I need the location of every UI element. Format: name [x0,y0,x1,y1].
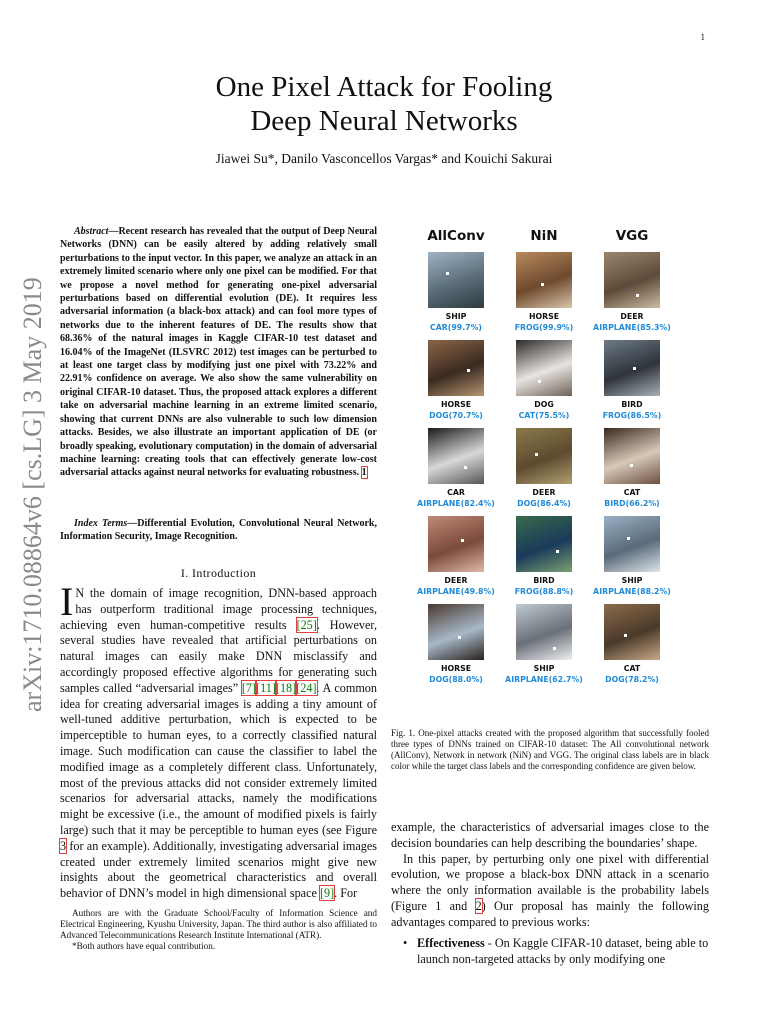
intro-text: . However, several studies have revealed that artificial perturbations on natural images can easily make DNN misclassify and accordingly proposed effective algorithms for generating such samples called “adversarial images” [60,617,377,695]
adversarial-image [428,252,484,308]
column-header-nin: NiN [530,228,558,244]
perturbed-pixel [553,647,556,650]
page-number: 1 [700,32,705,42]
original-class-label: CAT [623,488,641,497]
paragraph [391,852,709,931]
target-class-label: FROG(86.5%) [602,411,662,420]
adversarial-image [516,516,572,572]
perturbed-pixel [464,466,467,469]
original-class-label: BIRD [533,576,555,585]
index-terms-text: —Differential Evolution, Convolutional Neural Network, Information Security, Image Recognition. [60,518,377,543]
perturbed-pixel [633,367,636,370]
adversarial-image [428,428,484,484]
target-class-label: FROG(88.8%) [514,587,574,596]
original-class-label: HORSE [440,664,472,673]
adversarial-image [604,604,660,660]
original-class-label: CAR [447,488,465,497]
target-class-label: AIRPLANE(62.7%) [505,675,583,684]
original-class-label: SHIP [533,664,555,673]
author-list: Jiawei Su*, Danilo Vasconcellos Vargas* and Kouichi Sakurai [215,151,553,166]
paragraph: example, the characteristics of adversarial images close to the decision boundaries can help describing the boundaries’ shape. [391,820,709,850]
target-class-label: DOG(88.0%) [429,675,483,684]
adversarial-image [428,604,484,660]
original-class-label: DEER [620,312,644,321]
original-class-label: HORSE [440,400,472,409]
original-class-label: HORSE [528,312,560,321]
perturbed-pixel [624,634,627,637]
figure-1 [410,222,690,702]
target-class-label: CAR(99.7%) [430,323,482,332]
citation-link[interactable]: [24] [296,680,317,695]
dropcap: I [60,579,74,624]
intro-text: . A common idea for creating adversarial images is adding a tiny amount of well-tuned additive perturbation, which is expected to be imperceptible to human eyes, to a correctly classified natural image. Such modification can cause the classifier to label the modified image as a completely different class. Unfortunately, most of the previous attacks did not consider extremely limited scenarios for adversarial attacks, namely the modifications might be excessive (i.e., the amount of modified pixels is fairly large) such that it may be perceptible to human eyes (see Figure [60,680,377,837]
target-class-label: AIRPLANE(85.3%) [593,323,671,332]
adversarial-image [604,516,660,572]
abstract [60,225,377,480]
adversarial-image [428,340,484,396]
intro-paragraph [60,579,377,902]
section-heading: I. Introduction [180,566,257,580]
original-class-label: CAT [623,664,641,673]
adversarial-image [516,252,572,308]
target-class-label: BIRD(66.2%) [604,499,660,508]
original-class-label: DEER [444,576,468,585]
target-class-label: CAT(75.5%) [518,411,570,420]
abstract-text: —Recent research has revealed that the output of Deep Neural Networks (DNN) can be easily altered by adding relatively small perturbations to the input vector. In this paper, we analyze an attack in an extremely limited scenario where only one pixel can be modified. For that we propose a novel method for generating one-pixel adversarial perturbations based on differential evolution (DE). It requires less adversarial information (a black-box attack) and can fool more types of networks due to the inherent features of DE. The results show that 68.36% of the natural images in Kaggle CIFAR-10 test dataset and 16.04% of the ImageNet (ILSVRC 2012) test images can be perturbed to at least one target class by modifying just one pixel with 73.22% and 22.91% confidence on average. We also show the same vulnerability on original CIFAR-10 dataset. Thus, the proposed attack explores a different take on adversarial machine learning in an extreme limited scenario, showing that current DNNs are also vulnerable to such low dimension attacks. Besides, we also illustrate an important application of DE (or broadly speaking, evolutionary computation) in the domain of adversarial machine learning: creating tools that can effectively generate low-cost adversarial attacks against neural networks for evaluating robustness. [60,226,377,479]
original-class-label: DEER [532,488,556,497]
target-class-label: AIRPLANE(88.2%) [593,587,671,596]
original-class-label: BIRD [621,400,643,409]
column-header-allconv: AllConv [427,228,485,244]
target-class-label: DOG(86.4%) [517,499,571,508]
footnote-ref-link[interactable]: 1 [361,467,367,479]
adversarial-image [516,604,572,660]
figure-ref-link[interactable]: 2 [475,898,482,913]
original-class-label: SHIP [445,312,467,321]
adversarial-image [604,252,660,308]
paragraph-text: ) Our proposal has mainly the following advantages compared to previous works: [391,898,709,929]
perturbed-pixel [461,539,464,542]
abstract-label: Abstract [74,226,109,237]
adversarial-image [428,516,484,572]
perturbed-pixel [446,272,449,275]
citation-link[interactable]: [9] [319,886,335,901]
perturbed-pixel [541,283,544,286]
intro-text: N the domain of image recognition, DNN-based approach has outperform traditional image processing techniques, achieving even human-competitive results [60,586,377,632]
perturbed-pixel [556,550,559,553]
citation-link[interactable]: [7] [241,680,257,695]
original-class-label: DOG [534,400,554,409]
citation-link[interactable]: [11] [256,680,276,695]
bullet-dot: • [403,936,408,950]
perturbed-pixel [538,380,541,383]
right-column-text [391,820,709,931]
adversarial-image [604,428,660,484]
perturbed-pixel [458,636,461,639]
perturbed-pixel [467,369,470,372]
footnote-affiliation: Authors are with the Graduate School/Faculty of Information Science and Electrical Engineering, Kyushu University, Japan. The third author is also affiliated to Advanced Telecommunications Research Institute International (ATR). [60,908,377,940]
footnote-contribution: *Both authors have equal contribution. [72,941,216,951]
target-class-label: DOG(70.7%) [429,411,483,420]
figure-caption: Fig. 1. One-pixel attacks created with the proposed algorithm that successfully fooled three types of DNNs trained on CIFAR-10 dataset: The All convolutional network (AllConv), Network in network (NiN) and VGG. The original class labels are in black color while the target class labels and the corresponding confidence are given below. [391,728,709,771]
index-terms [60,517,377,544]
perturbed-pixel [636,294,639,297]
perturbed-pixel [627,537,630,540]
citation-link[interactable]: [25] [296,617,317,632]
arxiv-stamp: arXiv:1710.08864v6 [cs.LG] 3 May 2019 [18,277,47,712]
adversarial-image [604,340,660,396]
footnotes [60,908,377,952]
column-header-vgg: VGG [615,228,649,244]
target-class-label: DOG(78.2%) [605,675,659,684]
paragraph-text: In this paper, by perturbing only one pixel with differential evolution, we propose a black-box DNN attack in a scenario where the only information available is the probability labels (Figure 1 and [391,851,709,913]
adversarial-image [516,428,572,484]
perturbed-pixel [535,453,538,456]
title-line-2: Deep Neural Networks [250,105,518,137]
intro-text: . For [334,886,358,901]
adversarial-image [516,340,572,396]
bullet-label: Effectiveness [417,936,485,950]
target-class-label: AIRPLANE(49.8%) [417,587,495,596]
intro-text: for an example). Additionally, investigating adversarial images created under extremely limited scenarios might give new insights about the geometrical characteristics and overall behavior of DNN’s model in high dimensional space [60,838,377,901]
figure-ref-link[interactable]: 3 [60,838,67,853]
title-line-1: One Pixel Attack for Fooling [215,71,553,103]
perturbed-pixel [630,464,633,467]
index-terms-label: Index Terms [74,518,128,529]
target-class-label: AIRPLANE(82.4%) [417,499,495,508]
bullet-item [391,936,709,968]
bullet-text: - On Kaggle CIFAR-10 dataset, being able to launch non-targeted attacks by only modifying one [417,936,709,966]
paper-title [0,70,768,138]
original-class-label: SHIP [621,576,643,585]
citation-link[interactable]: [18] [275,680,297,695]
target-class-label: FROG(99.9%) [514,323,574,332]
